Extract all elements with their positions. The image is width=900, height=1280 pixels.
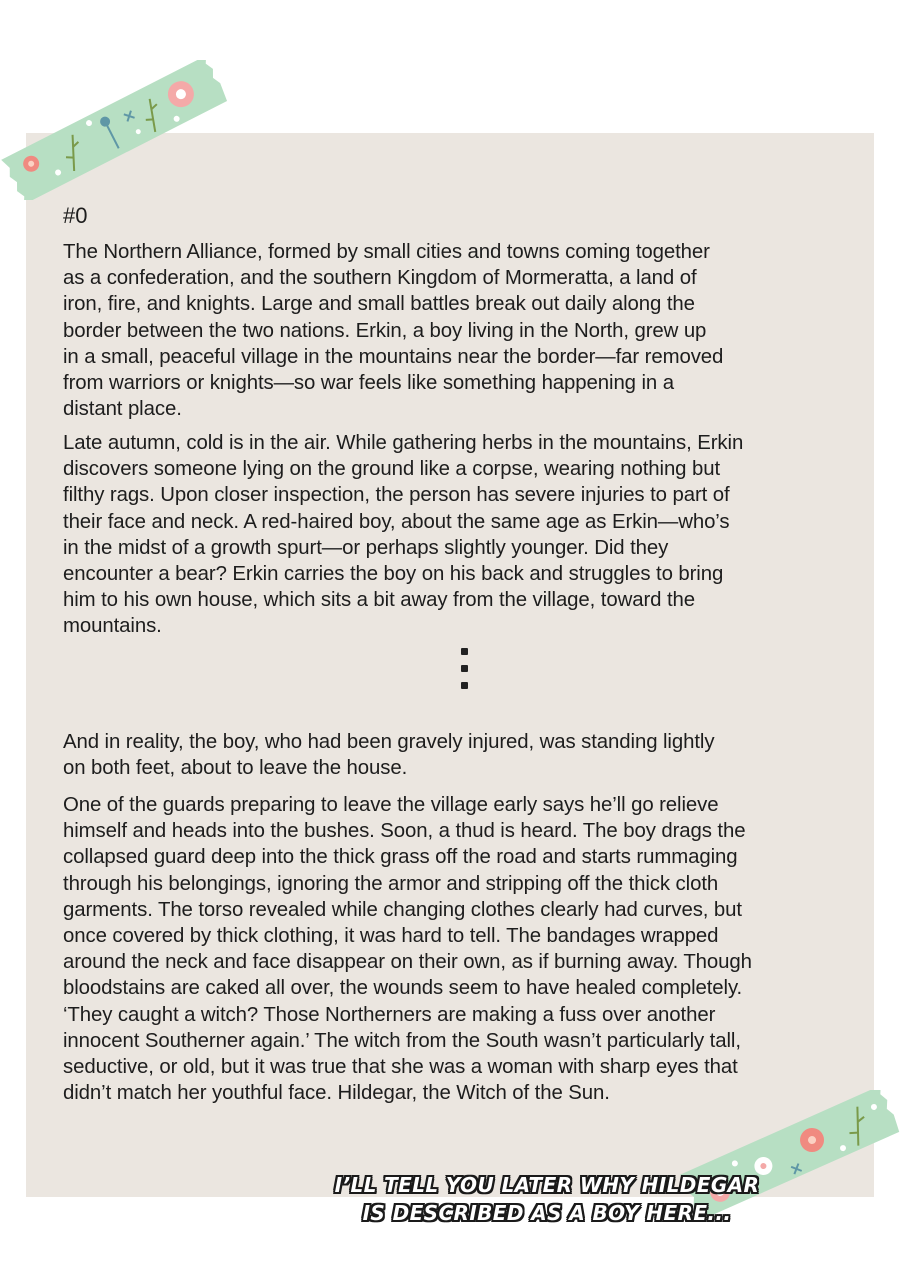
washi-tape-top — [0, 60, 230, 200]
story-paragraph-3: And in reality, the boy, who had been gravely injured, was standing lightly on both feet, about to leave the house. — [63, 731, 715, 780]
story-paragraph-1: The Northern Alliance, formed by small cities and towns coming together as a confederation, and the southern Kingdom of Mormeratta, a land of iron, fire, and knights. Large and small battles break out daily along the border between the two nations. Erkin, a boy living in the North, grew up in a small, peaceful village in the mountains near the border—far removed from warriors or knights—so war feels like something happening in a distant place. — [63, 241, 724, 421]
story-paragraph-2: Late autumn, cold is in the air. While gathering herbs in the mountains, Erkin discovers someone lying on the ground like a corpse, wearing nothing but filthy rags. Upon closer inspection, the person has severe injuries to part of their face and neck. A red-haired boy, about the same age as Erkin—who’s in the midst of a growth spurt—or perhaps slightly younger. Did they encounter a bear? Erkin carries the boy on his back and struggles to bring him to his own house, which sits a bit away from the village, toward the mountains. — [63, 432, 744, 638]
caption-line-2: IS DESCRIBED AS A BOY HERE... — [362, 1201, 732, 1225]
caption-line-1: I’LL TELL YOU LATER WHY HILDEGAR — [334, 1173, 760, 1197]
chapter-heading: #0 — [63, 203, 88, 228]
story-paragraph-4: One of the guards preparing to leave the village early says he’ll go relieve himself and heads into the bushes. Soon, a thud is heard. The boy drags the collapsed guard deep into the thick grass off the road and starts rummaging through his belongings, ignoring the armor and stripping off the thick cloth garments. The torso revealed while changing clothes clearly had curves, but once covered by thick clothing, it was hard to tell. The bandages wrapped around the neck and face disappear on their own, as if burning away. Though bloodstains are caked all over, the wounds seem to have healed completely. ‘They caught a witch? Those Northerners are making a fuss over another innocent Southerner again.’ The witch from the South wasn’t particularly tall, seductive, or old, but it was true that she was a woman with sharp eyes that didn’t match her youthful face. Hildegar, the Witch of the Sun. — [63, 794, 752, 1105]
vertical-ellipsis-icon — [461, 648, 469, 690]
handwritten-caption — [322, 1171, 772, 1227]
